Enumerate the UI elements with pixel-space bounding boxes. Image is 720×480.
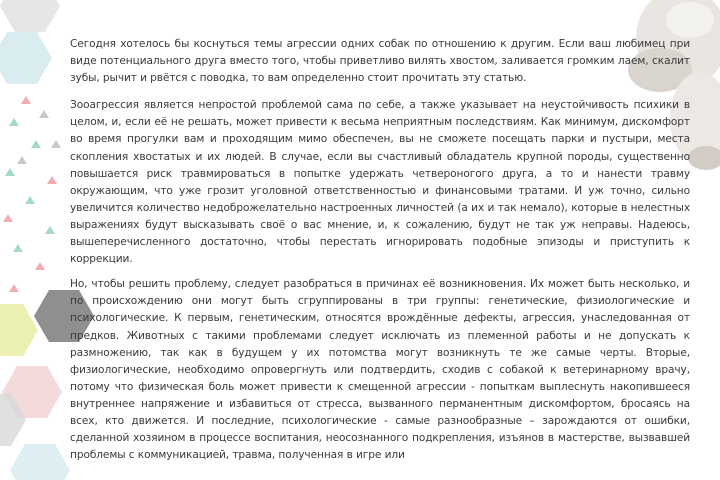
hexagon-grey bbox=[0, 0, 60, 32]
triangle-mint bbox=[31, 140, 41, 148]
triangle-mint bbox=[25, 196, 35, 204]
triangle-pink bbox=[21, 96, 31, 104]
triangle-pink bbox=[3, 214, 13, 222]
triangle-pink bbox=[47, 176, 57, 184]
triangle-pattern bbox=[3, 96, 61, 292]
triangle-mint bbox=[9, 118, 19, 126]
triangle-mint bbox=[5, 168, 15, 176]
triangle-mint bbox=[13, 244, 23, 252]
hexagon-mint-lower bbox=[10, 444, 70, 480]
hexagon-lime bbox=[0, 304, 38, 356]
triangle-mint bbox=[45, 226, 55, 234]
triangle-pink bbox=[35, 262, 45, 270]
hexagon-blue bbox=[0, 32, 52, 84]
paragraph: Сегодня хотелось бы коснуться темы агрессии одних собак по отношению к другим. Если ваш любимец при виде потенциального друга вместо того, чтобы приветливо вилять хвостом, заливается громким лаем, скалит зубы, рычит и рвётся с поводка, то вам определенно стоит прочитать эту статью. bbox=[70, 38, 690, 85]
triangle-grey bbox=[17, 156, 27, 164]
article-body bbox=[70, 36, 690, 474]
dog-fur-highlight bbox=[666, 2, 714, 38]
triangle-grey bbox=[39, 110, 49, 118]
paragraph: Зооагрессия является непростой проблемой сама по себе, а также указывает на неустойчивость психики в целом, и, если её не решать, может привести к весьма неприятным последствиям. Как минимум, дискомфорт во время прогулки вам и проходящим мимо обеспечен, вы не сможете посещать парки и пустыри, места скопления хвостатых и их людей. В случае, если вы счастливый обладатель крупной породы, существенно повышается риск травмироваться в попытке удержать четвероногого друга, а то и нанести травму окружающим, что уже грозит уголовной ответственностью и финансовыми тратами. И уж точно, сильно увеличится количество недоброжелательно настроенных личностей (а их и так немало), которые в нелестных выражениях будут высказывать своё о вас мнение, и, к сожалению, будут не так уж неправы. Надеюсь, вышеперечисленного достаточно, чтобы перестать игнорировать подобные эпизоды и приступить к коррекции. bbox=[70, 99, 690, 266]
triangle-grey bbox=[51, 140, 61, 148]
paragraph: Но, чтобы решить проблему, следует разобраться в причинах её возникновения. Их может быть несколько, и по происхождению они могут быть сгруппированы в три группы: генетические, физиологические и психологические. К первым, генетическим, относятся врождённые дефекты, агрессия, унаследованная от предков. Животных с такими проблемами следует исключать из племенной работы и не допускать к размножению, так как в будущем у их потомства могут возникнуть те же самые черты. Вторые, физиологические, необходимо опровергнуть или подтвердить, сходив с собакой к ветеринарному врачу, потому что физическая боль может привести к смещенной агрессии - попыткам выплеснуть накопившееся внутреннее напряжение и избавиться от стресса, вызванного перманентным дискомфортом, бросаясь на всех, кто движется. И последние, психологические - самые разнообразные – зарождаются от ошибки, сделанной хозяином в процессе воспитания, неосознанного подкрепления, изъянов в мастерстве, вызвавшей проблемы с коммуникацией, травма, полученная в игре или bbox=[70, 278, 690, 462]
triangle-pink bbox=[9, 284, 19, 292]
